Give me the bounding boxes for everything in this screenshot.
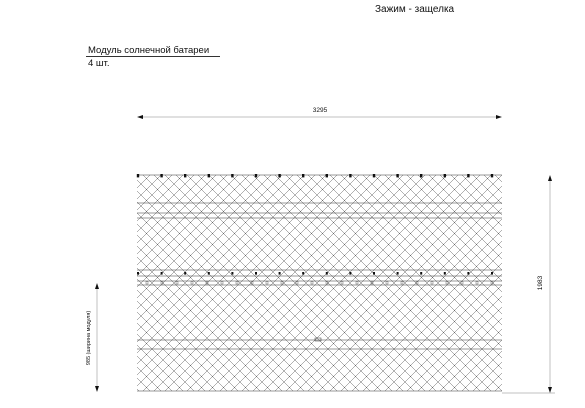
mid-rail-marker	[191, 282, 193, 285]
clamp-marker	[467, 272, 469, 275]
lattice-line	[0, 175, 150, 391]
mid-rail-marker	[386, 282, 388, 285]
lattice-line	[0, 175, 150, 391]
clamp-marker	[208, 174, 210, 177]
mid-rail-marker	[311, 282, 313, 285]
module-label: Модуль солнечной батареи	[88, 45, 210, 56]
width-dimension-value: 3295	[312, 107, 328, 114]
height-dimension-value: 1983	[537, 275, 544, 291]
clamp-marker	[255, 174, 257, 177]
mid-rail-markers	[146, 282, 493, 285]
clamp-marker	[231, 272, 233, 275]
mid-rail-marker	[176, 282, 178, 285]
width-arrow-left-icon	[137, 115, 143, 119]
clamp-marker	[326, 272, 328, 275]
module-arrow-top-icon	[95, 283, 99, 289]
clamp-marker	[278, 174, 280, 177]
lattice-line	[418, 175, 585, 391]
lattice-line	[440, 175, 585, 391]
clamp-marker	[444, 174, 446, 177]
lattice-line	[418, 175, 585, 391]
lattice-line	[374, 175, 585, 391]
clamp-marker	[491, 174, 493, 177]
width-dimension	[137, 107, 502, 119]
clamp-marker	[373, 272, 375, 275]
clamp-marker	[396, 174, 398, 177]
lattice-line	[484, 175, 585, 391]
mid-rail-marker	[401, 282, 403, 285]
lattice-line	[506, 175, 585, 391]
lattice-line	[396, 175, 585, 391]
mid-rail-marker	[146, 282, 148, 285]
panel-rails	[137, 175, 502, 391]
lattice-line	[385, 175, 585, 391]
clamp-marker	[397, 272, 399, 275]
module-width-value: 985 (ширина модуля)	[86, 310, 92, 366]
width-arrow-right-icon	[496, 115, 502, 119]
lattice-line	[517, 175, 585, 391]
clamp-marker	[420, 174, 422, 177]
lattice-line	[396, 175, 585, 391]
clamp-marker	[208, 272, 210, 275]
clamp-marker	[326, 174, 328, 177]
clamp-marker	[161, 272, 163, 275]
clamp-marker	[302, 174, 304, 177]
clamp-marker	[137, 272, 139, 275]
mid-rail-marker	[341, 282, 343, 285]
lattice-line	[407, 175, 585, 391]
clamp-marker	[420, 272, 422, 275]
mid-rail-marker	[236, 282, 238, 285]
lattice-line	[429, 175, 585, 391]
clamp-marker	[302, 272, 304, 275]
clamp-label: Зажим - защелка	[375, 4, 455, 15]
lattice-line	[0, 175, 128, 391]
module-arrow-bottom-icon	[95, 386, 99, 392]
clamp-marker	[279, 272, 281, 275]
lower-rail-marker	[315, 338, 321, 341]
lattice-line	[0, 175, 139, 391]
mid-rail-marker	[431, 282, 433, 285]
lattice-line	[407, 175, 585, 391]
lattice-line	[473, 175, 585, 391]
clamp-marker	[137, 174, 139, 177]
clamp-marker	[444, 272, 446, 275]
lattice-line	[0, 175, 161, 391]
lattice-line	[0, 175, 117, 391]
clamp-marker	[184, 272, 186, 275]
lattice-line	[473, 175, 585, 391]
height-dimension	[502, 175, 555, 393]
mid-rail-marker	[266, 282, 268, 285]
quantity-label: 4 шт.	[88, 58, 110, 69]
lattice-line	[440, 175, 585, 391]
lattice-line	[484, 175, 585, 391]
mid-rail-marker	[356, 282, 358, 285]
lattice-line	[385, 175, 585, 391]
clamp-marker	[255, 272, 257, 275]
lattice-line	[374, 175, 585, 391]
height-arrow-top-icon	[548, 175, 552, 181]
clamp-marker	[160, 174, 162, 177]
lattice-line	[0, 175, 139, 391]
mid-rail-marker	[476, 282, 478, 285]
lattice-line	[517, 175, 585, 391]
clamp-marker	[467, 174, 469, 177]
clamp-marker	[373, 174, 375, 177]
clamp-marker	[349, 272, 351, 275]
clamp-marker	[491, 272, 493, 275]
lattice-line	[0, 175, 128, 391]
lattice-line	[0, 175, 161, 391]
lattice-line	[0, 175, 117, 391]
lattice-line	[506, 175, 585, 391]
clamp-marker	[231, 174, 233, 177]
mid-rail-marker	[221, 282, 223, 285]
clamp-marker	[184, 174, 186, 177]
lattice-line	[429, 175, 585, 391]
height-arrow-bottom-icon	[548, 387, 552, 393]
clamp-marker	[349, 174, 351, 177]
module-width-dimension	[86, 283, 99, 392]
